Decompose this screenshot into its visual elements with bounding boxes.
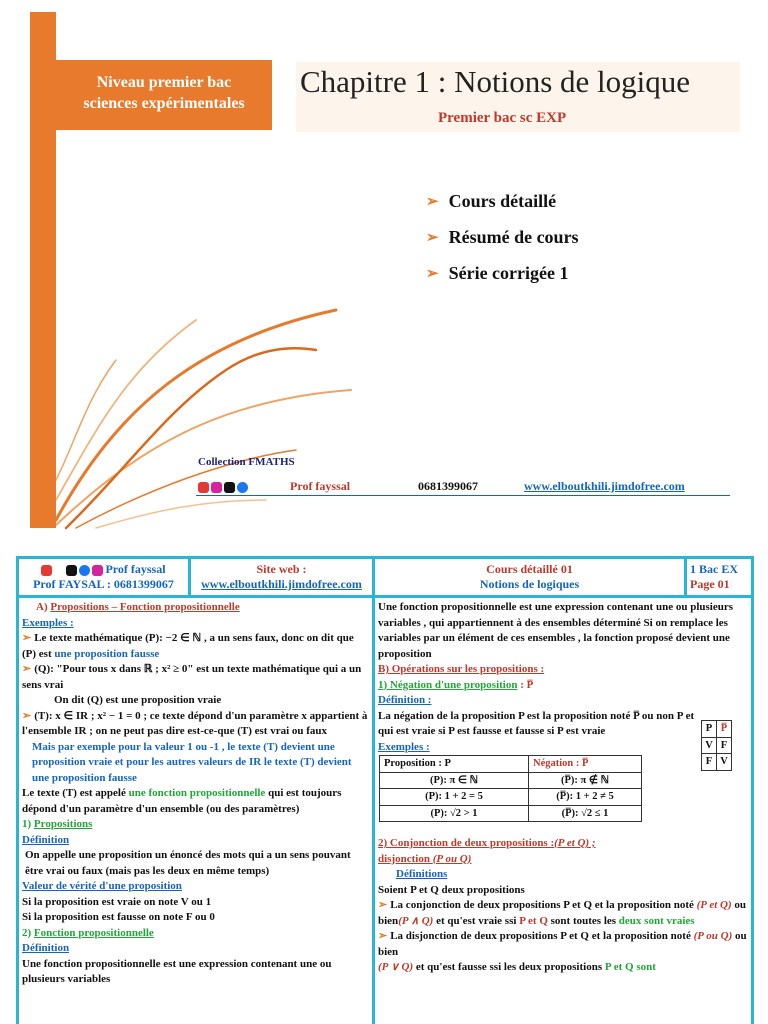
header-level: 1 Bac EX: [690, 562, 738, 576]
conjunction-heading: 2) Conjonction de deux propositions :(P et Q) ;: [378, 837, 596, 849]
right-column: [375, 598, 751, 1024]
table-header: Proposition : P: [380, 756, 529, 773]
definition-proposition: On appelle une proposition un énoncé des mots qui a un sens pouvant être vrai ou faux (mais pas les deux en même temps): [25, 849, 351, 877]
chapter-title: Chapitre 1 : Notions de logique: [300, 64, 691, 99]
definition-heading: Définition: [22, 833, 70, 846]
disjunction-definition: ➢ La disjonction de deux propositions P et Q et la proposition noté (P ou Q) ou bien (P ∨ Q) et qu'est fausse ssi les deux propositions P et Q sont: [378, 930, 747, 973]
table-header: Négation : P̅: [529, 756, 642, 773]
example-2-conclusion: On dit (Q) est une proposition vraie: [54, 694, 222, 706]
example-2: ➢ (Q): "Pour tous x dans ℝ ; x² ≥ 0" est un texte mathématique qui a un sens vrai: [22, 663, 362, 691]
arrow-bullet-icon: ➢: [378, 899, 388, 911]
disjunction-heading: disjonction (P ou Q): [378, 852, 472, 865]
section-2-heading: 2) Fonction propositionnelle: [22, 926, 154, 939]
contact-row: [198, 477, 738, 497]
content-item: ➢ Série corrigée 1: [426, 262, 569, 283]
instagram-icon[interactable]: [211, 482, 222, 493]
definitions-heading: Définitions: [396, 868, 448, 880]
author-name: Prof fayssal: [290, 479, 351, 493]
header-author-cell: [19, 559, 191, 598]
level-line-2: sciences expérimentales: [83, 95, 245, 112]
negation-truth-table: P P̅ V F F V: [701, 720, 732, 771]
tiktok-icon[interactable]: [66, 565, 77, 576]
youtube-icon[interactable]: [198, 482, 209, 493]
content-item: ➢ Cours détaillé: [426, 190, 557, 211]
truth-value-heading: Valeur de vérité d'une proposition: [22, 880, 182, 892]
arrow-bullet-icon: ➢: [426, 265, 439, 282]
examples-heading: Exemples :: [22, 616, 74, 629]
header-site-cell: [191, 559, 375, 598]
course-page: [16, 556, 754, 1024]
truth-value-false: Si la proposition est fausse on note F ou 0: [22, 911, 215, 923]
arrow-bullet-icon: ➢: [22, 663, 32, 675]
orange-side-bar: [30, 12, 56, 528]
definition-heading: Définition :: [378, 694, 432, 706]
definition-propositional-function: Une fonction propositionnelle est une expression contenant une ou plusieurs variables: [22, 957, 332, 985]
header-site-label: Site web :: [256, 562, 307, 576]
header-course-title: Cours détaillé 01: [486, 562, 573, 576]
arrow-bullet-icon: ➢: [22, 709, 32, 722]
header-course-subtitle: Notions de logiques: [479, 577, 580, 591]
phone-number: 0681399067: [418, 479, 478, 493]
truth-value-true: Si la proposition est vraie on note V ou 1: [22, 895, 212, 908]
tiktok-icon[interactable]: [224, 482, 235, 493]
level-banner: [56, 60, 272, 130]
content-item: ➢ Résumé de cours: [426, 226, 579, 247]
example-3: ➢ (T): x ∈ IR ; x² − 1 = 0 ; ce texte dépond d'un paramètre x appartient à l'ensemble IR ; on ne peut pas dire est-ce-que (T) est vrai ou faux: [22, 709, 368, 737]
table-row: (P): π ∈ ℕ (P̅): π ∉ ℕ: [380, 772, 642, 789]
section-b-heading: B) Opérations sur les propositions :: [378, 663, 545, 675]
conjunction-definition: ➢ La conjonction de deux propositions P et Q et la proposition noté (P et Q) ou bien(P ∧ Q) et qu'est vraie ssi P et Q sont toutes les deux sont vraies: [378, 899, 747, 927]
social-icons: [198, 479, 250, 494]
level-line-1: Niveau premier bac: [96, 74, 232, 91]
definition-heading-2: Définition: [22, 942, 70, 954]
chapter-subtitle: Premier bac sc EXP: [438, 110, 567, 126]
example-3-explanation: Mais par exemple pour la valeur 1 ou -1 , le texte (T) devient une proposition vraie et pour les autres valeurs de IR le texte (T) devient une proposition fausse: [32, 740, 352, 784]
youtube-icon[interactable]: [41, 565, 52, 576]
examples-heading: Exemples :: [378, 740, 430, 753]
header-page-number: Page 01: [690, 577, 730, 591]
arrow-bullet-icon: ➢: [378, 930, 388, 942]
facebook-icon[interactable]: [237, 482, 248, 493]
header-author-phone: Prof FAYSAL : 0681399067: [33, 577, 174, 591]
section-a-heading: A) Propositions – Fonction propositionnelle: [36, 601, 240, 613]
negation-examples-table: [379, 755, 642, 822]
content-list: [426, 183, 579, 291]
section-1-heading: 1) Propositions: [22, 818, 93, 830]
header-author-name: Prof fayssal: [105, 562, 166, 576]
divider-line: [196, 495, 730, 496]
facebook-icon[interactable]: [79, 565, 90, 576]
header-site-link[interactable]: www.elboutkhili.jimdofree.com: [201, 577, 362, 591]
arrow-bullet-icon: ➢: [426, 193, 439, 210]
example-1: ➢ Le texte mathématique (P): −2 ∈ ℕ , a un sens faux, donc on dit que (P) est une proposition fausse: [22, 632, 354, 660]
header-course-cell: [375, 559, 687, 598]
arrow-bullet-icon: ➢: [426, 229, 439, 246]
table-row: (P): 1 + 2 = 5 (P̅): 1 + 2 ≠ 5: [380, 789, 642, 806]
left-column: [19, 598, 375, 1024]
collection-label: Collection FMATHS: [198, 456, 295, 468]
negation-heading: 1) Négation d'une proposition : P̅: [378, 678, 534, 691]
let-p-q: Soient P et Q deux propositions: [378, 883, 525, 896]
arrow-bullet-icon: ➢: [22, 632, 32, 644]
propositional-function-definition: Une fonction propositionnelle est une expression contenant une ou plusieurs variables , qui appartiennent à des ensembles déterminé Si on remplace les variables par un élément de ces ensembles , la fonction proposé devient une proposition: [378, 601, 733, 660]
website-link[interactable]: www.elboutkhili.jimdofree.com: [524, 479, 685, 493]
negation-definition: La négation de la proposition P est la proposition noté P̅ ou non P et qui est vraie si P est fausse et fausse si P est vraie: [378, 709, 695, 737]
instagram-icon[interactable]: [92, 565, 103, 576]
propositional-function-intro: Le texte (T) est appelé une fonction propositionnelle qui est toujours dépond d'un paramètre d'un ensemble (ou des paramètres): [22, 787, 342, 815]
header-page-cell: [687, 559, 751, 598]
table-row: (P): √2 > 1 (P̅): √2 ≤ 1: [380, 805, 642, 822]
